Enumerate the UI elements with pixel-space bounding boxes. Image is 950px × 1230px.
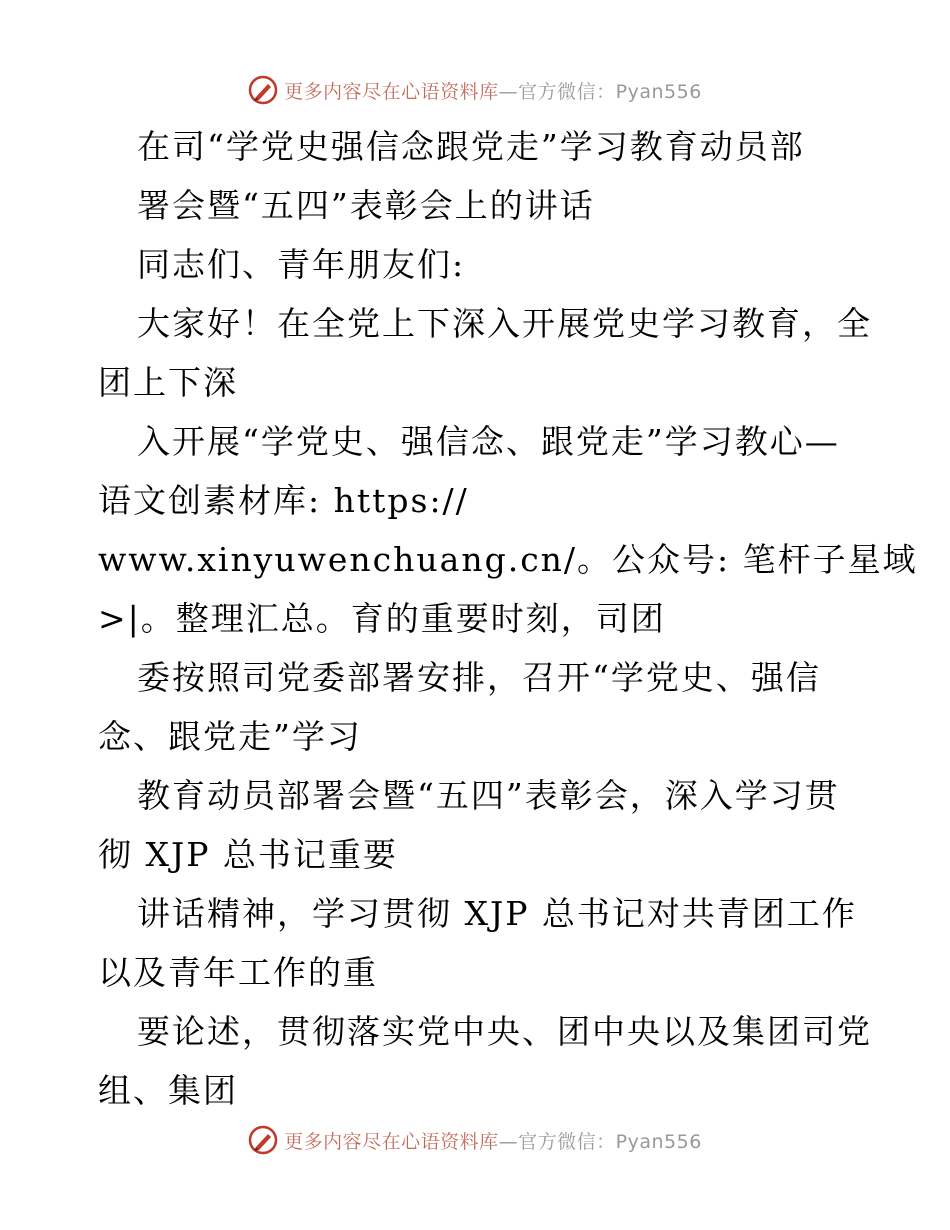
pen-logo-icon [248, 75, 278, 105]
header-banner-wechat: 官方微信：Pyan556 [518, 80, 702, 103]
footer-banner-dash: — [498, 1130, 519, 1153]
footer-banner-wechat: 官方微信：Pyan556 [518, 1130, 702, 1153]
pen-logo-icon [248, 1125, 278, 1155]
doc-line: >|。整理汇总。育的重要时刻，司团 [98, 599, 666, 638]
doc-line: 在司“学党史强信念跟党走”学习教育动员部 [137, 127, 805, 166]
doc-line: 要论述，贯彻落实党中央、团中央以及集团司党 [137, 1012, 872, 1051]
doc-line: 语文创素材库: https:// [98, 481, 469, 520]
doc-line: 组、集团 [98, 1071, 238, 1110]
doc-line: 念、跟党走”学习 [98, 717, 362, 756]
doc-line: www.xinyuwenchuang.cn/。公众号: 笔杆子星域 [98, 540, 918, 579]
header-banner-text [284, 77, 702, 104]
footer-banner-text [284, 1127, 702, 1154]
doc-line: 教育动员部署会暨“五四”表彰会，深入学习贯 [137, 776, 840, 815]
header-banner-title: 更多内容尽在心语资料库 [284, 80, 499, 103]
footer-banner [0, 1120, 950, 1160]
doc-line: 彻 XJP 总书记重要 [98, 835, 398, 874]
doc-line: 同志们、青年朋友们: [137, 245, 466, 284]
doc-line: 以及青年工作的重 [98, 953, 378, 992]
doc-line: 委按照司党委部署安排，召开“学党史、强信 [137, 658, 821, 697]
header-banner [0, 70, 950, 110]
doc-line: 大家好！在全党上下深入开展党史学习教育，全 [137, 304, 872, 343]
doc-line: 署会暨“五四”表彰会上的讲话 [137, 186, 595, 225]
footer-banner-title: 更多内容尽在心语资料库 [284, 1130, 499, 1153]
doc-line: 团上下深 [98, 363, 238, 402]
header-banner-dash: — [498, 80, 519, 103]
doc-line: 讲话精神，学习贯彻 XJP 总书记对共青团工作 [137, 894, 857, 933]
doc-line: 入开展“学党史、强信念、跟党走”学习教心— [137, 422, 840, 461]
